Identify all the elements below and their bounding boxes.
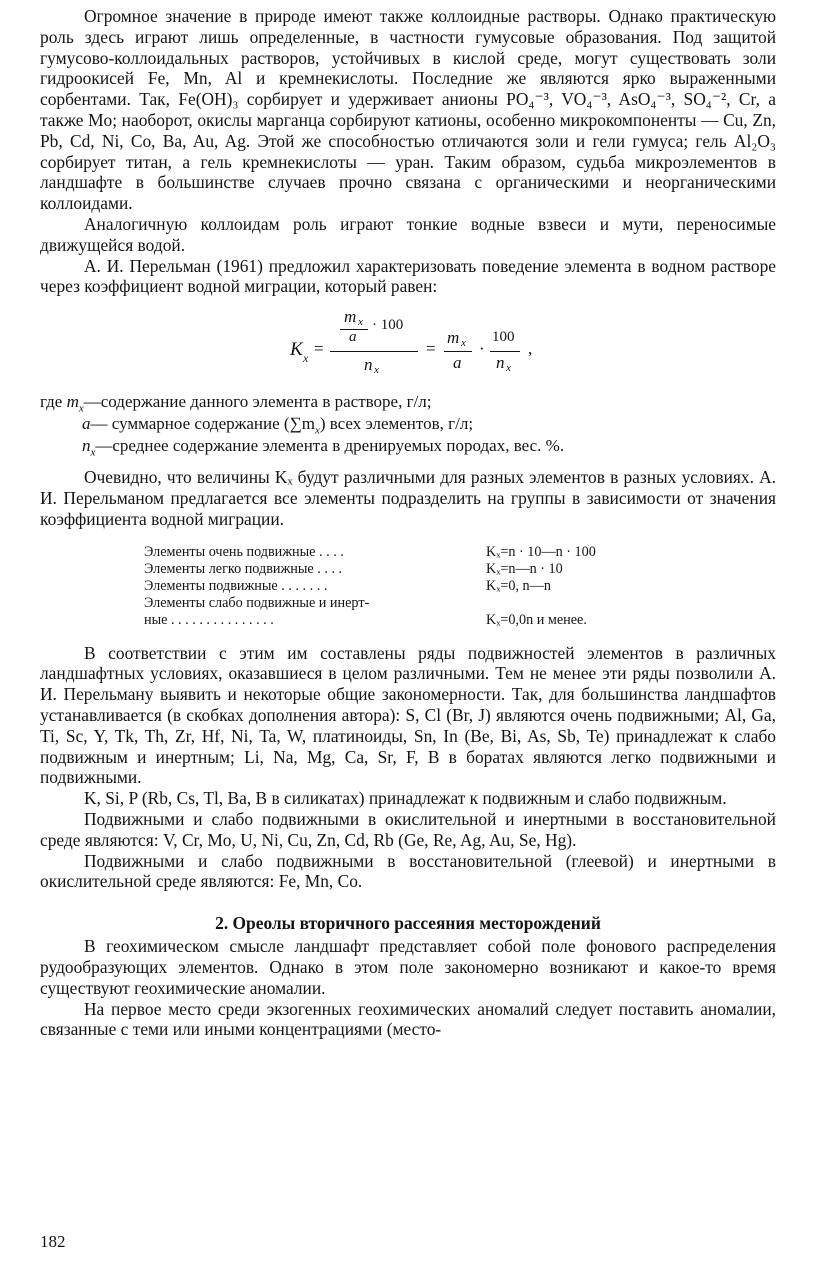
table-row: ные . . . . . . . . . . . . . . . Kₓ=0,0n и менее. [144,611,587,628]
formula-eq1: = [314,339,324,359]
definition-a: a— суммарное содержание $(\sum m_x)$ всех элементов, г/л; [82,414,474,437]
formula-num-m: m [344,307,357,327]
mobility-groups-table [144,544,776,629]
paragraph-k-si-p: K, Si, P (Rb, Cs, Tl, Ba, B в силикатах) принадлежат к подвижным и слабо подвижным. [84,788,727,809]
table-row: Элементы подвижные . . . . . . . Kₓ=0, n—n [144,577,551,594]
paragraph-oxidizing: Подвижными и слабо подвижными в окислительной и инертными в восстановительной среде являются: V, Cr, Mo, U, Ni, Cu, Zn, Cd, Rb (Ge, Re, Ag, Au, Se, Hg). [40,808,776,850]
section-title: 2. Ореолы вторичного рассеяния месторождений [215,913,601,934]
formula-r-bar1 [444,351,472,352]
formula-lhs: K [290,339,303,361]
table-row: Элементы очень подвижные . . . . Kₓ=n · 10—n · 100 [144,543,596,560]
formula-den-n-sub: x [374,364,379,377]
definition-mx: где $m_x—содержание$ данного элемента в растворе, г/л; [40,392,432,415]
paragraph-anomalies: На первое место среди экзогенных геохимических аномалий следует поставить аномалии, связанные с теми или иными концентрациями (место- [40,998,776,1040]
formula-r-bar2 [490,351,520,352]
table-row: Элементы слабо подвижные и инерт- [144,594,370,611]
migration-coefficient-formula [40,299,776,389]
formula-main-bar [330,351,418,352]
formula-r-100: 100 [492,329,515,346]
formula-lhs-sub: x [303,351,309,366]
page-number: 182 [40,1232,66,1251]
formula-r-m: m [447,328,460,348]
table-row: Элементы легко подвижные . . . . Kₓ=n—n · 10 [144,560,563,577]
paragraph-kx-values: Очевидно, что величины Kₓ будут различными для разных элементов в разных условиях. А. И. Перельманом предлагается все элементы подразделить на группы в зависимости от значения коэффициента водной миграции. [40,467,776,529]
paragraph-mobility-series: В соответствии с этим им составлены ряды подвижностей элементов в различных ландшафтных условиях, оказавшиеся в целом различными. Тем не менее эти ряды позволили А. И. Перельману выявить и некоторые общие закономерности. Так, для большинства ландшафтов устанавливается (в скобках дополнения автора): S, Cl (Br, J) являются очень подвижными; Al, Ga, Ti, Sc, Y, Tk, Th, Zr, Hf, Ni, Ta, W, платиноиды, Sn, In (Be, Bi, As, Sb, Te) принадлежат к слабо подвижным и инертным; Li, Na, Mg, Ca, Sr, F, B в боратах являются легко подвижными и подвижными. [40,642,776,788]
formula-r-dot: · [479,339,485,359]
formula-definitions [40,391,776,457]
formula-num-m-sub: x [358,316,363,329]
formula-eq2: = [426,339,436,359]
definition-nx: $n_x—среднее$ содержание элемента в дренируемых породах, вес. %. [82,436,565,459]
formula-num-a: a [349,329,357,346]
formula-tail: , [528,339,533,359]
formula-r-m-sub: x [461,337,466,350]
formula-den-n: n [364,355,373,375]
paragraph-colloids: Огромное значение в природе имеют также коллоидные растворы. Однако практическую роль здесь играют лишь определенные, в частности гумусовые образования. Под защитой гумусово-коллоидальных растворов, устойчивых в кислой среде, могут существовать золи гидроокисей Fe, Mn, Al и кремнекислоты. Последние же являются ярко выраженными сорбентами. Так, Fe(OH)₃ сорбирует и удерживает анионы PO₄⁻³, VO₄⁻³, AsO₄⁻³, SO₄⁻², Cr, а также Mo; наоборот, окислы марганца сорбируют катионы, особенно микрокомпоненты — Cu, Zn, Pb, Cd, Ni, Co, Ba, Au, Ag. Этой же способностью отличаются золи и гели гумуса; гель Al₂O₃ сорбирует титан, а гель кремнекислоты — уран. Таким образом, судьба микроэлементов в ландшафте в большинстве случаев прочно связана с органическими и неорганическими коллоидами. [40,6,776,214]
formula-r-n: n [496,353,505,373]
formula-num-100: · 100 [372,317,404,334]
paragraph-suspensions: Аналогичную коллоидам роль играют тонкие водные взвеси и мути, переносимые движущейся водой. [40,213,776,255]
paragraph-landscape-field: В геохимическом смысле ландшафт представляет собой поле фонового распределения рудообразующих элементов. Однако в этом поле закономерно возникают и какое-то время существуют геохимические аномалии. [40,936,776,998]
paragraph-reducing: Подвижными и слабо подвижными в восстановительной (глеевой) и инертными в окислительной среде являются: Fe, Mn, Co. [40,850,776,892]
formula-r-a: a [453,353,462,373]
formula-r-n-sub: x [506,362,511,375]
page-body [40,6,776,1040]
paragraph-perelman: А. И. Перельман (1961) предложил характеризовать поведение элемента в водном растворе через коэффициент водной миграции, который равен: [40,255,776,297]
